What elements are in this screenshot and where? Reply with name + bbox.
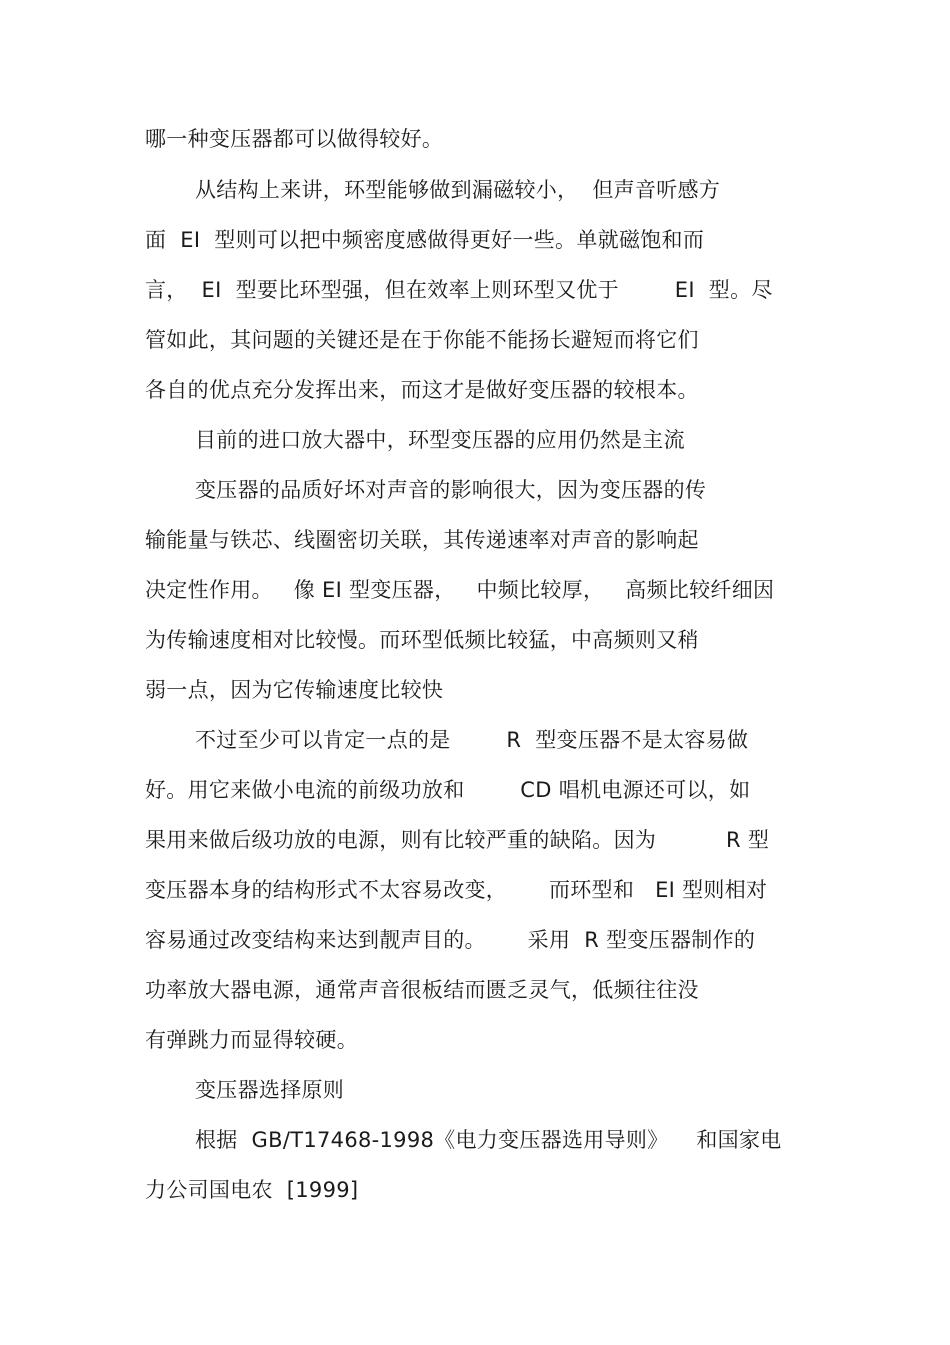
text-line: 决定性作用。 像 EI 型变压器， 中频比较厚， 高频比较纤细因 — [145, 578, 775, 602]
text-line: 哪一种变压器都可以做得较好。 — [145, 127, 444, 151]
text-line: 不过至少可以肯定一点的是 R 型变压器不是太容易做 — [195, 728, 749, 752]
text-line: 好。用它来做小电流的前级功放和 CD 唱机电源还可以，如 — [145, 778, 751, 802]
text-line: 目前的进口放大器中，环型变压器的应用仍然是主流 — [195, 428, 685, 452]
text-line: 容易通过改变结构来达到靓声目的。 采用 R 型变压器制作的 — [145, 928, 756, 952]
text-line: 根据 GB/T17468-1998《电力变压器选用导则》 和国家电 — [195, 1128, 782, 1152]
text-line: 面 EI 型则可以把中频密度感做得更好一些。单就磁饱和而 — [145, 228, 705, 252]
text-line: 从结构上来讲，环型能够做到漏磁较小， 但声音听感方 — [195, 178, 721, 202]
section-heading: 变压器选择原则 — [195, 1078, 345, 1102]
text-line: 有弹跳力而显得较硬。 — [145, 1028, 358, 1052]
text-line: 管如此，其问题的关键还是在于你能不能扬长避短而将它们 — [145, 328, 699, 352]
text-line: 力公司国电农 [1999] — [145, 1178, 359, 1202]
text-line: 变压器的品质好坏对声音的影响很大，因为变压器的传 — [195, 478, 707, 502]
text-line: 功率放大器电源，通常声音很板结而匮乏灵气，低频往往没 — [145, 978, 699, 1002]
text-line: 言， EI 型要比环型强，但在效率上则环型又优于 EI 型。尽 — [145, 278, 773, 302]
text-line: 果用来做后级功放的电源，则有比较严重的缺陷。因为 R 型 — [145, 828, 770, 852]
text-line: 变压器本身的结构形式不太容易改变， 而环型和 EI 型则相对 — [145, 878, 768, 902]
text-line: 弱一点，因为它传输速度比较快 — [145, 678, 444, 702]
text-line: 各自的优点充分发挥出来，而这才是做好变压器的较根本。 — [145, 378, 699, 402]
text-line: 输能量与铁芯、线圈密切关联，其传递速率对声音的影响起 — [145, 528, 699, 552]
text-line: 为传输速度相对比较慢。而环型低频比较猛，中高频则又稍 — [145, 628, 699, 652]
